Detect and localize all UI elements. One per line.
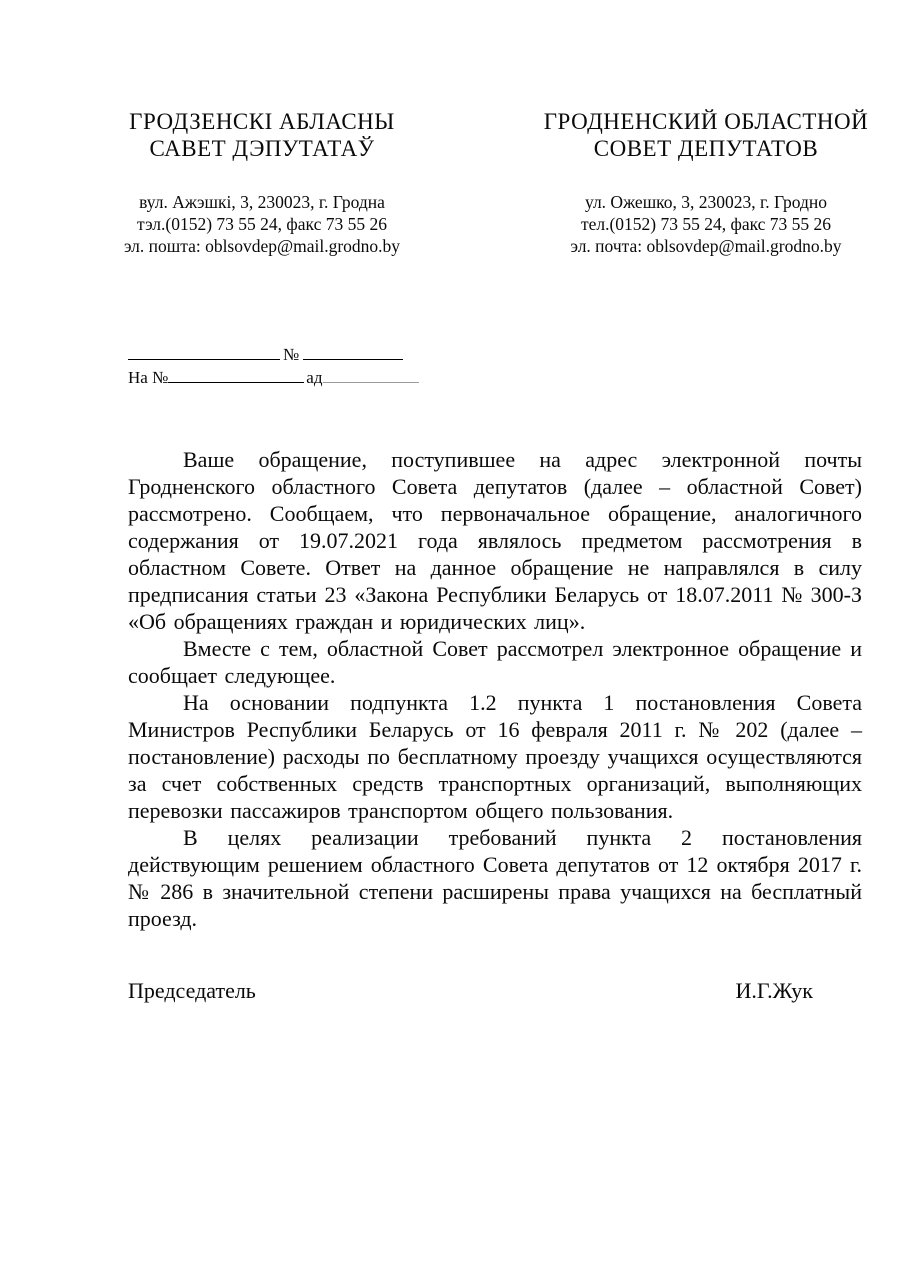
org-title-line2: СОВЕТ ДЕПУТАТОВ (593, 136, 819, 161)
incoming-reference-row (128, 368, 428, 391)
paragraph-4: В целях реализации требований пункта 2 постановления действующим решением областного Совета депутатов от 12 октября 2017 г. № 286 в значительной степени расширены права учащихся на бесплатный проезд. (128, 825, 862, 931)
paragraph-2: Вместе с тем, областной Совет рассмотрел электронное обращение и сообщает следующее. (128, 636, 862, 688)
org-title-belarusian (112, 108, 412, 162)
org-address-phone: тел.(0152) 73 55 24, факс 73 55 26 (580, 214, 832, 234)
number-sign: № (283, 345, 300, 364)
org-address-phone: тэл.(0152) 73 55 24, факс 73 55 26 (137, 214, 387, 234)
org-title-russian (536, 108, 876, 162)
org-address-email: эл. пошта: oblsovdep@mail.grodno.by (123, 236, 401, 256)
org-block-russian (536, 108, 876, 257)
org-address-street: ул. Ожешко, 3, 230023, г. Гродно (584, 192, 828, 212)
incoming-number-field (168, 368, 304, 383)
org-address-russian (536, 191, 876, 257)
org-block-belarusian (112, 108, 412, 257)
org-address-street: вул. Ажэшкі, 3, 230023, г. Гродна (139, 192, 385, 212)
incoming-number-label: На № (128, 368, 169, 387)
org-title-line1: ГРОДНЕНСКИЙ ОБЛАСТНОЙ (543, 109, 869, 134)
org-title-line1: ГРОДЗЕНСКІ АБЛАСНЫ (129, 109, 395, 134)
signature-name: И.Г.Жук (735, 978, 813, 1003)
outgoing-date-field (128, 345, 280, 360)
paragraph-1: Ваше обращение, поступившее на адрес электронной почты Гродненского областного Совета депутатов (далее – областной Совет) рассмотрено. Сообщаем, что первоначальное обращение, аналогичного содержания от 19.07.2021 года являлось предметом рассмотрения в областном Совете. Ответ на данное обращение не направлялся в силу предписания статьи 23 «Закона Республики Беларусь от 18.07.2011 № 300-З «Об обращениях граждан и юридических лиц». (128, 447, 862, 634)
reference-block (128, 345, 428, 391)
org-title-line2: САВЕТ ДЭПУТАТАЎ (149, 136, 375, 161)
outgoing-number-field (303, 345, 403, 360)
org-address-email: эл. почта: oblsovdep@mail.grodno.by (570, 236, 842, 256)
signature-position: Председатель (128, 978, 256, 1003)
incoming-date-label: ад (306, 368, 323, 387)
org-address-belarusian (112, 191, 412, 257)
outgoing-reference-row (128, 345, 428, 368)
paragraph-3: На основании подпункта 1.2 пункта 1 постановления Совета Министров Республики Беларусь от 16 февраля 2011 г. № 202 (далее –постановление) расходы по бесплатному проезду учащихся осуществляются за счет собственных средств транспортных организаций, выполняющих перевозки пассажиров транспортом общего пользования. (128, 690, 862, 823)
letter-body (128, 446, 862, 932)
letterhead (0, 0, 906, 257)
signature-block (128, 978, 813, 1004)
incoming-date-field (323, 368, 419, 383)
